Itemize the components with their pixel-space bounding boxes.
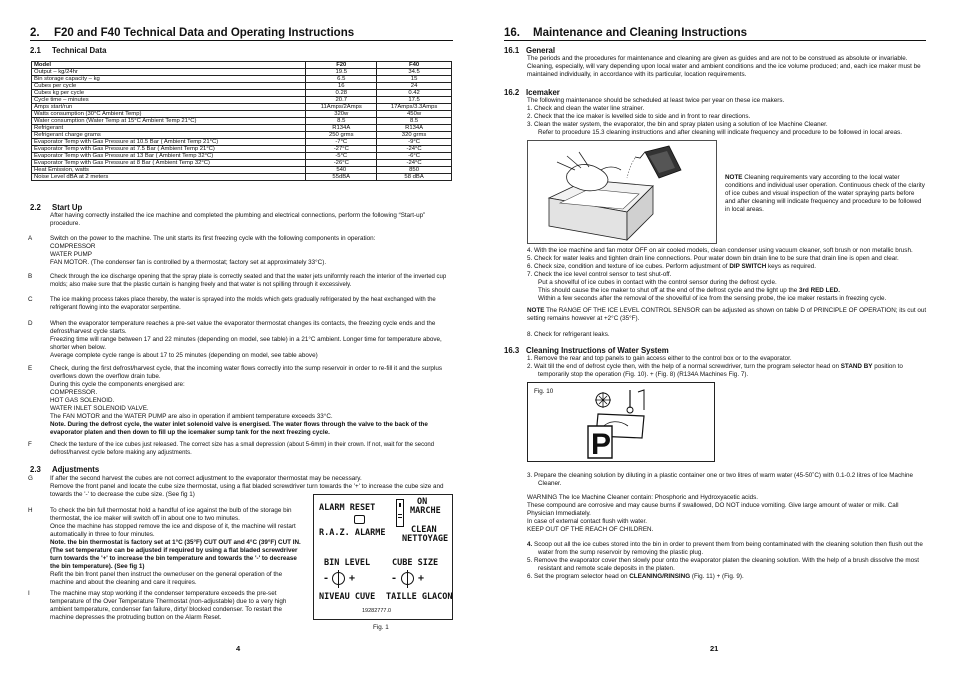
step-letter: I	[28, 590, 30, 597]
start-up-intro: After having correctly installed the ice machine and completed the plumbing and electrical connections, perform the following “Start-up” procedure.	[50, 212, 426, 227]
table-row	[32, 97, 452, 104]
table-cell: Water consumption (Water Temp at 15°C Ambient Temp 21°C)	[32, 118, 306, 125]
step-letter: B	[28, 273, 33, 280]
technical-data-table	[31, 61, 452, 181]
table-header-cell: F40	[377, 62, 452, 69]
table-cell: 320w	[306, 111, 377, 118]
cleaning-note: NOTE Cleaning requirements vary according to the local water conditions and individual user operation. Continuous check of the clarity of ice cubes and visual inspection of the water spraying parts before and after cleaning will indicate frequency and procedure to be followed in local areas.	[725, 174, 925, 213]
table-cell: 17Amps/3.3Amps	[377, 104, 452, 111]
bin-level-minus: -	[323, 573, 330, 584]
program-selector-icon	[578, 386, 668, 460]
step-f-text: Check the texture of the ice cubes just released. The correct size has a small depression (about 5-6mm) in their crown. If not, wait for the second defrost/harvest cycle before making any adjustments.	[50, 442, 435, 456]
table-cell: Cycle time – minutes	[32, 97, 306, 104]
right-page-number: 21	[710, 644, 719, 653]
clean-label: CLEAN	[411, 525, 437, 535]
table-cell: Evaporator Temp with Gas Pressure at 7.5 Bar ( Ambient Temp 21°C)	[32, 146, 306, 153]
marche-label: MARCHE	[410, 506, 441, 516]
table-row	[32, 139, 452, 146]
table-row	[32, 118, 452, 125]
table-cell: Cubes kg per cycle	[32, 90, 306, 97]
table-row	[32, 125, 452, 132]
table-cell: 19.5	[306, 69, 377, 76]
step-letter: C	[28, 296, 33, 303]
step-a-text: Switch on the power to the machine. The unit starts its first freezing cycle with the following components in operation: COMPRESSOR WATER PUMP FAN MOTOR. (The condenser fan is controlled by a thermostat; factory set at approximately 33°C).	[50, 235, 376, 266]
step-d-text: When the evaporator temperature reaches a pre-set value the evaporator thermostat changes its contacts, the freezing cycle ends and the defrost/harvest cycle starts. Freezing time will range between 17 and 22 minutes (depending on model, see table) in a 21°C ambient. Longer time for temperature above, shorter when below. Average complete cycle range is about 17 to 25 minutes (depending on model, see table above)	[50, 320, 442, 359]
table-cell: 6.5	[306, 76, 377, 83]
table-cell: Refrigerant charge grams	[32, 132, 306, 139]
raz-alarme-label: R.A.Z. ALARME	[319, 528, 386, 538]
table-cell: 850	[377, 167, 452, 174]
table-cell: 16	[306, 83, 377, 90]
section-2-3-heading: 2.3 Adjustments	[30, 465, 100, 474]
niveau-cuve-label: NIVEAU CUVE	[319, 592, 376, 602]
technical-data-body	[32, 69, 452, 181]
table-row	[32, 153, 452, 160]
table-cell: 55dBA	[306, 174, 377, 181]
step-letter: A	[28, 235, 33, 242]
table-cell: 450w	[377, 111, 452, 118]
alarm-reset-button[interactable]	[354, 515, 365, 524]
alarm-reset-label: ALARM RESET	[319, 503, 376, 513]
part-number: 19282777.0	[362, 608, 392, 614]
table-cell: R134A	[306, 125, 377, 132]
table-header-row	[32, 62, 452, 69]
table-header-cell: Model	[32, 62, 306, 69]
warning-text: WARNING The Ice Machine Cleaner contain: Phosphoric and Hydroxyacetic acids. These compound are corrosive and may cause burns if swallowed, DO NOT induce vomiting. Give large amount of water or milk. Call Physician Immediately. In case of external contact flush with water. KEEP OUT OF THE REACH OF CHILDREN.	[527, 494, 899, 533]
left-page-title: 2. F20 and F40 Technical Data and Operating Instructions	[30, 27, 355, 39]
table-cell: 0.28	[306, 90, 377, 97]
table-row	[32, 167, 452, 174]
table-cell: Evaporator Temp with Gas Pressure at 13 Bar ( Ambient Temp 32°C)	[32, 153, 306, 160]
table-cell: R134A	[377, 125, 452, 132]
table-cell: 58 dBA	[377, 174, 452, 181]
table-cell: -24°C	[377, 160, 452, 167]
table-cell: 34.5	[377, 69, 452, 76]
table-cell: Refrigerant	[32, 125, 306, 132]
step-c-text: The ice making process takes place thereby, the water is sprayed into the molds which gets gradually refrigerated by the heat exchanged with the refrigerant flowing into the evaporator serpentine.	[50, 297, 436, 311]
fig-10-caption: Fig. 10	[534, 388, 554, 395]
table-cell: Output – kg/24hr	[32, 69, 306, 76]
table-cell: Watts consumption (30°C Ambient Temp)	[32, 111, 306, 118]
table-cell: 8.5	[377, 118, 452, 125]
table-row	[32, 90, 452, 97]
right-page-title: 16. Maintenance and Cleaning Instructions	[504, 27, 748, 39]
cube-size-minus: -	[391, 573, 398, 584]
on-label: ON	[417, 497, 428, 507]
table-cell: 24	[377, 83, 452, 90]
section-2-1-heading: 2.1 Technical Data	[30, 46, 107, 55]
bin-level-dial[interactable]	[332, 572, 345, 585]
svg-text:P: P	[591, 428, 612, 460]
maintenance-items: 4. With the ice machine and fan motor OFF on air cooled models, clean condenser using vacuum cleaner, soft brush or non metallic brush. 5. Check for water leaks and tighten drain line connections. Pour water down bin drain line to be sure that drain line is open and clear. 6. Check size, condition and texture of ice cubes. Perform adjustment of DIP SWITCH keys as required. 7. Check the ice level control sensor to test shut-off. Put a shovelful of ice cubes in contact with the control sensor during the defrost cycle. This should cause the ice maker to shut off at the end of the defrost cycle and the light up the 3rd RED LED. Within a few seconds after the removal of the shovelful of ice from the sensing probe, the ice maker restarts in freezing cycle.	[527, 247, 913, 302]
nettoyage-label: NETTOYAGE	[402, 534, 449, 544]
table-cell: 540	[306, 167, 377, 174]
fig-1-caption: Fig. 1	[373, 624, 389, 631]
step-g-text: If after the second harvest the cubes are not correct adjustment to the evaporator thermostat may be necessary. Remove the front panel and locate the cube size thermostat, using a flat bladed screwdriver turn towards the '+' to increase the cube size and towards the '-' to decrease the cube size. (See fig 1)	[50, 475, 444, 498]
sensor-note: NOTE The RANGE OF THE ICE LEVEL CONTROL SENSOR can be adjusted as shown on table D of PRINCIPLE OF OPERATION; its cut out setting remains however at +2°C (35°F).	[527, 307, 927, 322]
cube-size-dial[interactable]	[401, 572, 414, 585]
table-cell: -9°C	[377, 139, 452, 146]
step-e-text: Check, during the first defrost/harvest cycle, that the incoming water flows correctly into the sump reservoir in order to re-fill it and the surplus overflows down the overflow drain tube. During this cycle the components energised are: COMPRESSOR. HOT GAS SOLENOID. WATER INLET SOLENOID VALVE. The FAN MOTOR and the WATER PUMP are also in operation if ambient temperature exceeds 33°C. Note. During the defrost cycle, the water inlet solenoid valve is energised. The water flows through the valve to the back of the evaporator platen and then down to fill up the icemaker sump tank for the next freezing cycle.	[50, 365, 442, 436]
table-cell: 0.42	[377, 90, 452, 97]
table-row	[32, 146, 452, 153]
table-row	[32, 111, 452, 118]
table-row	[32, 83, 452, 90]
step-3-text: 3. Prepare the cleaning solution by diluting in a plastic container one or two litres of warm water (45-50˚C) with 0.1-0.2 litres of Ice Machine Cleaner.	[527, 472, 914, 487]
right-title-rule	[504, 40, 926, 41]
table-cell: -5°C	[306, 153, 377, 160]
table-cell: 17.5	[377, 97, 452, 104]
table-row	[32, 69, 452, 76]
table-cell: -6°C	[377, 153, 452, 160]
section-16-1-heading: 16.1 General	[504, 46, 556, 55]
table-header-cell: F20	[306, 62, 377, 69]
item-8: 8. Check for refrigerant leaks.	[527, 331, 610, 338]
table-cell: 8.5	[306, 118, 377, 125]
step-i-text: The machine may stop working if the condenser temperature exceeds the pre-set temperature of the Over Temperature Thermostat (non-adjustable) due to a very high ambient temperature, condenser fan failure, dirty/ blocked condenser. To restart the machine depresses the protruding button on the Alarm Reset.	[50, 590, 287, 621]
table-cell: 15	[377, 76, 452, 83]
cube-size-label: CUBE SIZE	[392, 558, 439, 568]
cleaning-illustration	[527, 140, 717, 244]
water-system-steps: 1. Remove the rear and top panels to gain access either to the control box or to the evaporator. 2. Wait till the end of defrost cycle then, with the help of a normal screwdriver, turn the program selector head on STAND BY position to temporarily stop the operation (Fig. 10). + (Fig. 8) (R134A Machines Fig. 7).	[527, 355, 903, 378]
table-cell: Evaporator Temp with Gas Pressure at 10.5 Bar ( Ambient Temp 21°C)	[32, 139, 306, 146]
on-clean-switch[interactable]	[396, 499, 404, 527]
step-b-text: Check through the ice discharge opening that the spray plate is correctly seated and that the water jets uniformly reach the interior of the inverted cup molds; also make sure that the plastic curtain is hanging freely and that water is not spilling through it excessively.	[50, 274, 447, 288]
table-cell: Amps start/run	[32, 104, 306, 111]
taille-glacon-label: TAILLE GLACON	[386, 592, 453, 602]
cube-size-plus: +	[418, 573, 425, 584]
steps-4-to-6: 4. Scoop out all the ice cubes stored into the bin in order to prevent them from being contaminated with the cleaning solution then flush out the water from the sump reservoir by removing the plastic plug. 5. Remove the evaporator cover then slowly pour onto the evaporator platen the cleaning solution. With the help of a brush dissolve the most resistant and remote scale deposits in the platen. 6. Set the program selector head on CLEANING/RINSING (Fig. 11) + (Fig. 9).	[527, 541, 923, 580]
table-cell: 320 grms	[377, 132, 452, 139]
table-cell: 20.7	[306, 97, 377, 104]
table-cell: 11Amps/2Amps	[306, 104, 377, 111]
fig-1-control-panel	[313, 494, 453, 620]
step-letter: D	[28, 320, 33, 327]
left-title-rule	[30, 40, 453, 41]
table-cell: Heat Emission, watts	[32, 167, 306, 174]
icemaker-text: The following maintenance should be scheduled at least twice per year on these ice makers. 1. Check and clean the water line strainer. 2. Check that the ice maker is levelled side to side and in front to rear directions. 3. Clean the water system, the evaporator, the bin and spray platen using a solution of Ice Machine Cleaner. Refer to procedure 15.3 cleaning instructions and after cleaning will indicate frequency and procedure to be followed in local areas.	[527, 97, 903, 136]
table-cell: -7°C	[306, 139, 377, 146]
table-row	[32, 132, 452, 139]
table-cell: Noise Level dBA at 2 meters	[32, 174, 306, 181]
table-cell: -26°C	[306, 160, 377, 167]
table-cell: -24°C	[377, 146, 452, 153]
table-cell: 250 grms	[306, 132, 377, 139]
table-row	[32, 160, 452, 167]
step-letter: F	[28, 441, 32, 448]
step-letter: E	[28, 365, 33, 372]
table-row	[32, 174, 452, 181]
section-16-3-heading: 16.3 Cleaning Instructions of Water System	[504, 346, 669, 355]
table-cell: Cubes per cycle	[32, 83, 306, 90]
table-cell: Evaporator Temp with Gas Pressure at 8 Bar ( Ambient Temp 32°C)	[32, 160, 306, 167]
table-cell: Bin storage capacity – kg	[32, 76, 306, 83]
section-16-2-heading: 16.2 Icemaker	[504, 88, 560, 97]
table-row	[32, 76, 452, 83]
fig-10-box	[527, 382, 715, 462]
table-row	[32, 104, 452, 111]
bin-level-label: BIN LEVEL	[324, 558, 371, 568]
step-letter: G	[28, 475, 33, 482]
bin-level-plus: +	[349, 573, 356, 584]
general-text: The periods and the procedures for maintenance and cleaning are given as guides and are not to be construed as absolute or invariable. Cleaning, especially, will vary depending upon local water and ambient conditions and the ice volume produced; and, each ice maker must be maintained individually, in accordance with its particular, location requirements.	[527, 55, 921, 78]
section-2-2-heading: 2.2 Start Up	[30, 203, 83, 212]
table-cell: -27°C	[306, 146, 377, 153]
step-letter: H	[28, 507, 33, 514]
left-page-number: 4	[236, 644, 241, 653]
step-h-text: To check the bin full thermostat hold a handful of ice against the bulb of the storage bin thermostat, the ice maker will switch off in about one to two minutes. Once the machine has stopped remove the ice and dispose of it, the machine will restart automatically in three to four minutes. Note. the bin thermostat is factory set at 1°C (35°F) CUT OUT and 4°C (39°F) CUT IN. (The set temperature can be adjusted if required by using a flat bladed screwdriver turn towards the '+' to increase the bin temperature and towards the '-' to decrease the bin temperature). (See fig 1) Refit the bin front panel then instruct the owner/user on the general operation of the machine and about the cleaning and care it requires.	[50, 507, 301, 586]
